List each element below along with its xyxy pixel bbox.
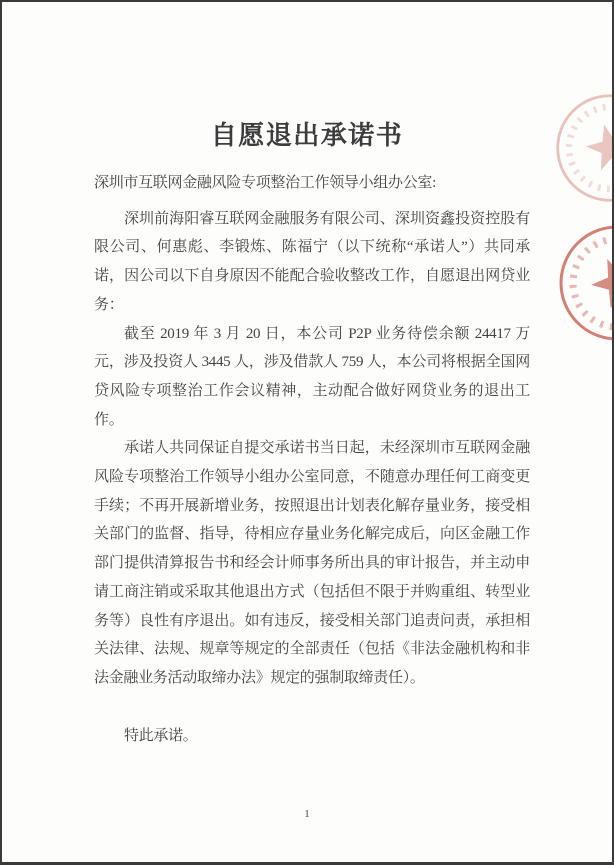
paragraph-exit-guarantees: 承诺人共同保证自提交承诺书当日起，未经深圳市互联网金融风险专项整治工作领导小组办公室同意，不随意办理任何工商变更手续；不再开展新增业务，按照退出计划表化解存量业务，接受相关部门的监督、指导，待相应存量业务化解完成后，向区金融工作部门提供清算报告书和经会计师事务所出具的审计报告，并主动申请工商注销或采取其他退出方式（包括但不限于并购重组、转型业务等）良性有序退出。如有违反，接受相关部门追责问责，承担相关法律、法规、规章等规定的全部责任（包括《非法金融机构和非法金融业务活动取缔办法》规定的强制取缔责任）。: [94, 440, 530, 686]
red-seal-stamp-lower-icon: [539, 205, 614, 361]
document-body: [94, 169, 530, 750]
page-number: 1: [304, 808, 310, 820]
closing-statement: 特此承诺。: [124, 727, 198, 744]
paragraph-commitment-parties: 深圳前海阳睿互联网金融服务有限公司、深圳资鑫投资控股有限公司、何惠彪、李锻炼、陈福宁（以下统称“承诺人”）共同承诺，因公司以下自身原因不能配合验收整改工作，自愿退出网贷业务：: [94, 210, 530, 313]
paragraph-business-figures: 截至 2019 年 3 月 20 日，本公司 P2P 业务待偿余额 24417 万元，涉及投资人 3445 人，涉及借款人 759 人，本公司将根据全国网贷风险专项整治工作会议精神，主动配合做好网贷业务的退出工作。: [94, 325, 530, 428]
document-title: 自愿退出承诺书: [210, 121, 404, 150]
salutation-line: 深圳市互联网金融风险专项整治工作领导小组办公室:: [94, 175, 436, 191]
